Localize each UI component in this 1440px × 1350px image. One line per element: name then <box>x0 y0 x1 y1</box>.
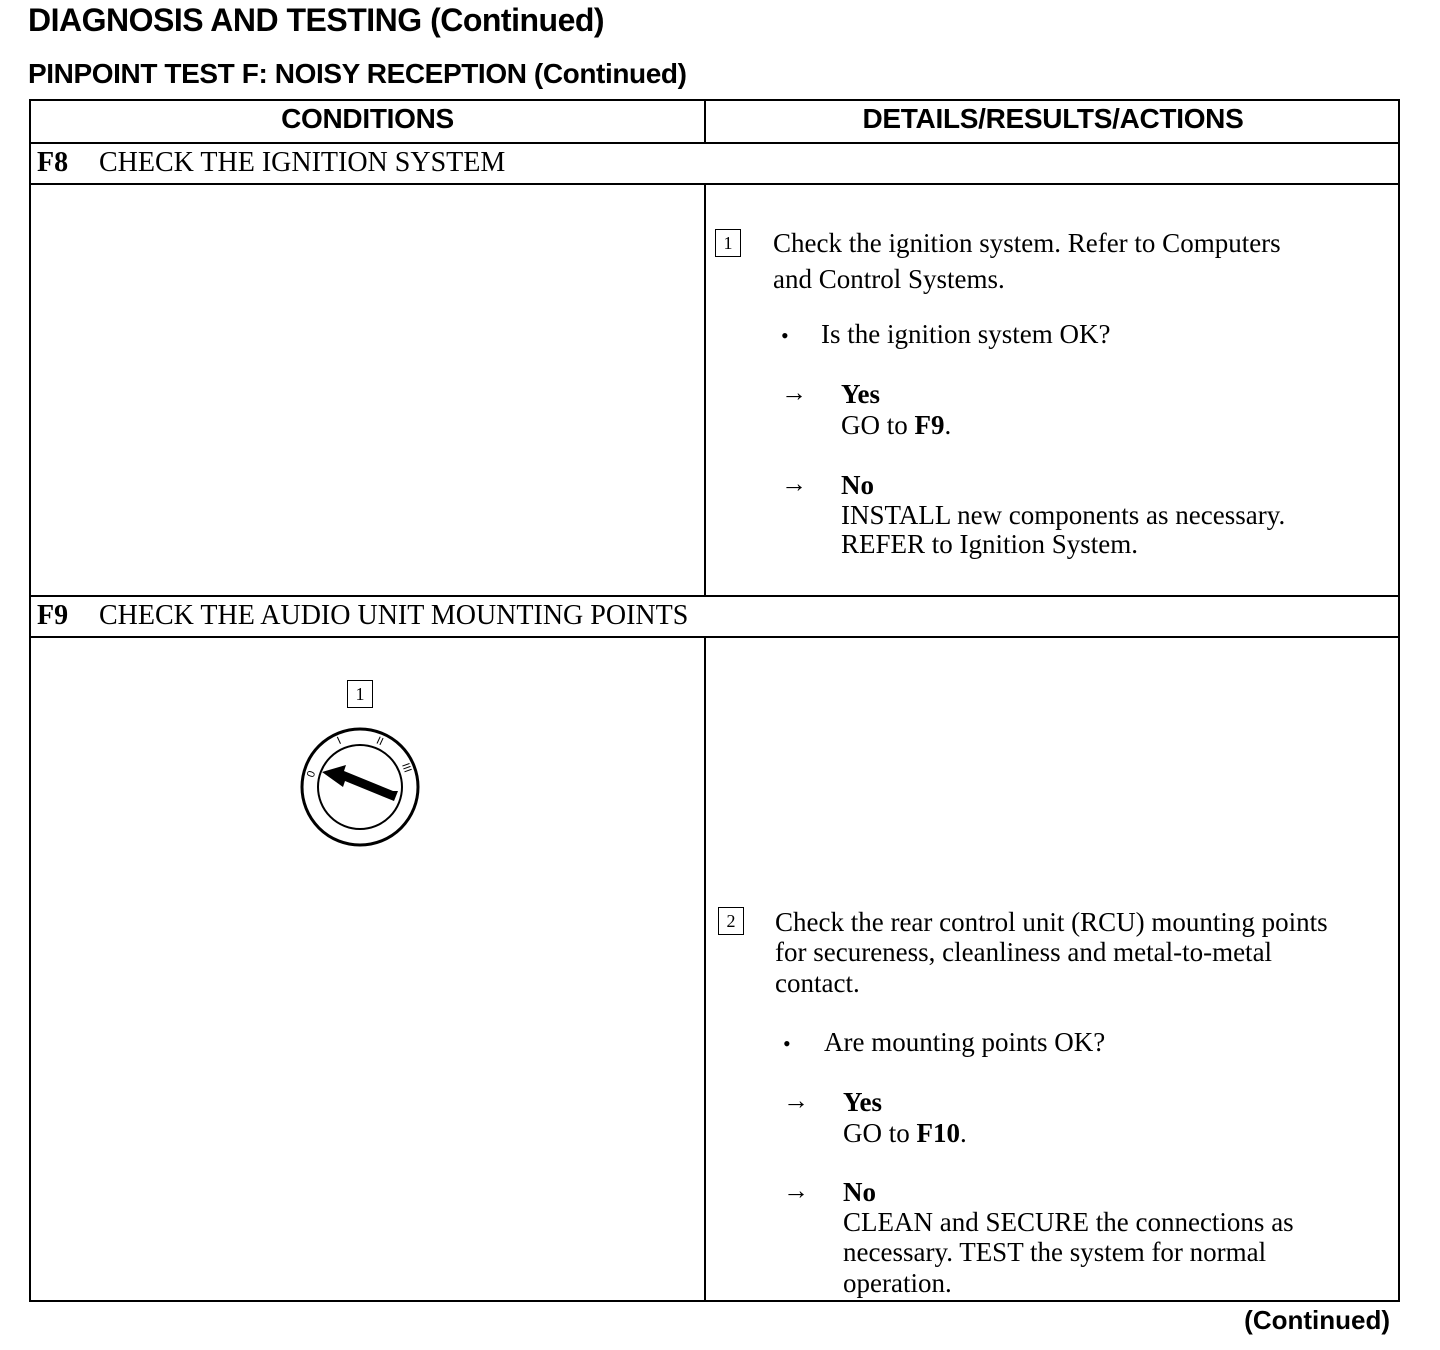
action-number-box: 2 <box>718 907 744 935</box>
svg-text:II: II <box>374 734 386 749</box>
svg-text:III: III <box>399 761 414 775</box>
header-divider <box>31 142 1398 144</box>
f8-title-divider <box>31 183 1398 185</box>
f8-no-line2: REFER to Ignition System. <box>841 529 1139 559</box>
svg-text:0: 0 <box>304 769 319 780</box>
f8-column-divider <box>704 183 706 595</box>
f9-instruction-line3: contact. <box>775 968 860 998</box>
f9-question: Are mounting points OK? <box>824 1027 1106 1057</box>
action-number-box: 1 <box>715 229 741 257</box>
step-title-f9: CHECK THE AUDIO UNIT MOUNTING POINTS <box>99 600 689 631</box>
f9-no-label: No <box>843 1177 876 1207</box>
f9-title-divider <box>31 636 1398 638</box>
step-id-f9: F9 <box>37 600 69 631</box>
f8-question: Is the ignition system OK? <box>821 319 1111 349</box>
figure-number-box: 1 <box>347 680 373 708</box>
page-title: DIAGNOSIS AND TESTING (Continued) <box>28 2 605 38</box>
f9-yes-suffix: . <box>960 1118 967 1148</box>
svg-text:I: I <box>335 734 344 748</box>
f9-no-line1: CLEAN and SECURE the connections as <box>843 1207 1294 1237</box>
f9-instruction-line2: for secureness, cleanliness and metal-to-metal <box>775 937 1273 967</box>
arrow-right-icon: → <box>781 378 807 407</box>
f9-yes-target: F10 <box>916 1118 960 1148</box>
test-title: PINPOINT TEST F: NOISY RECEPTION (Continued) <box>28 58 687 89</box>
f9-no-line2: necessary. TEST the system for normal <box>843 1237 1267 1267</box>
f9-instruction-line1: Check the rear control unit (RCU) mounting points <box>775 907 1328 937</box>
pinpoint-test-table <box>29 99 1400 1302</box>
f8-yes-action <box>841 410 951 441</box>
f8-end-divider <box>31 595 1398 597</box>
arrow-right-icon: → <box>783 1176 809 1205</box>
f8-instruction-line2: and Control Systems. <box>773 264 1005 294</box>
arrow-right-icon: → <box>783 1086 809 1115</box>
f9-yes-label: Yes <box>843 1087 882 1117</box>
f8-no-line1: INSTALL new components as necessary. <box>841 500 1286 530</box>
f9-yes-prefix: GO to <box>843 1118 917 1148</box>
step-heading-f8 <box>37 147 505 179</box>
step-title-f8: CHECK THE IGNITION SYSTEM <box>99 147 506 178</box>
f8-yes-prefix: GO to <box>841 410 915 440</box>
step-id-f8: F8 <box>37 147 69 178</box>
f8-yes-suffix: . <box>944 410 952 440</box>
column-header-conditions: CONDITIONS <box>281 103 454 134</box>
step-heading-f9 <box>37 600 688 632</box>
bullet-icon: • <box>783 1031 791 1056</box>
f9-no-line3: operation. <box>843 1268 952 1298</box>
f8-yes-target: F9 <box>914 410 945 440</box>
arrow-right-icon: → <box>781 469 807 498</box>
f9-yes-action <box>843 1118 967 1149</box>
f8-yes-label: Yes <box>841 379 880 409</box>
f8-no-label: No <box>841 470 874 500</box>
ignition-switch-icon <box>297 727 423 847</box>
bullet-icon: • <box>781 323 789 348</box>
f9-column-divider <box>704 636 706 1300</box>
continued-footer: (Continued) <box>1244 1305 1390 1335</box>
column-header-details: DETAILS/RESULTS/ACTIONS <box>862 103 1244 134</box>
f8-instruction-line1: Check the ignition system. Refer to Computers <box>773 228 1281 258</box>
